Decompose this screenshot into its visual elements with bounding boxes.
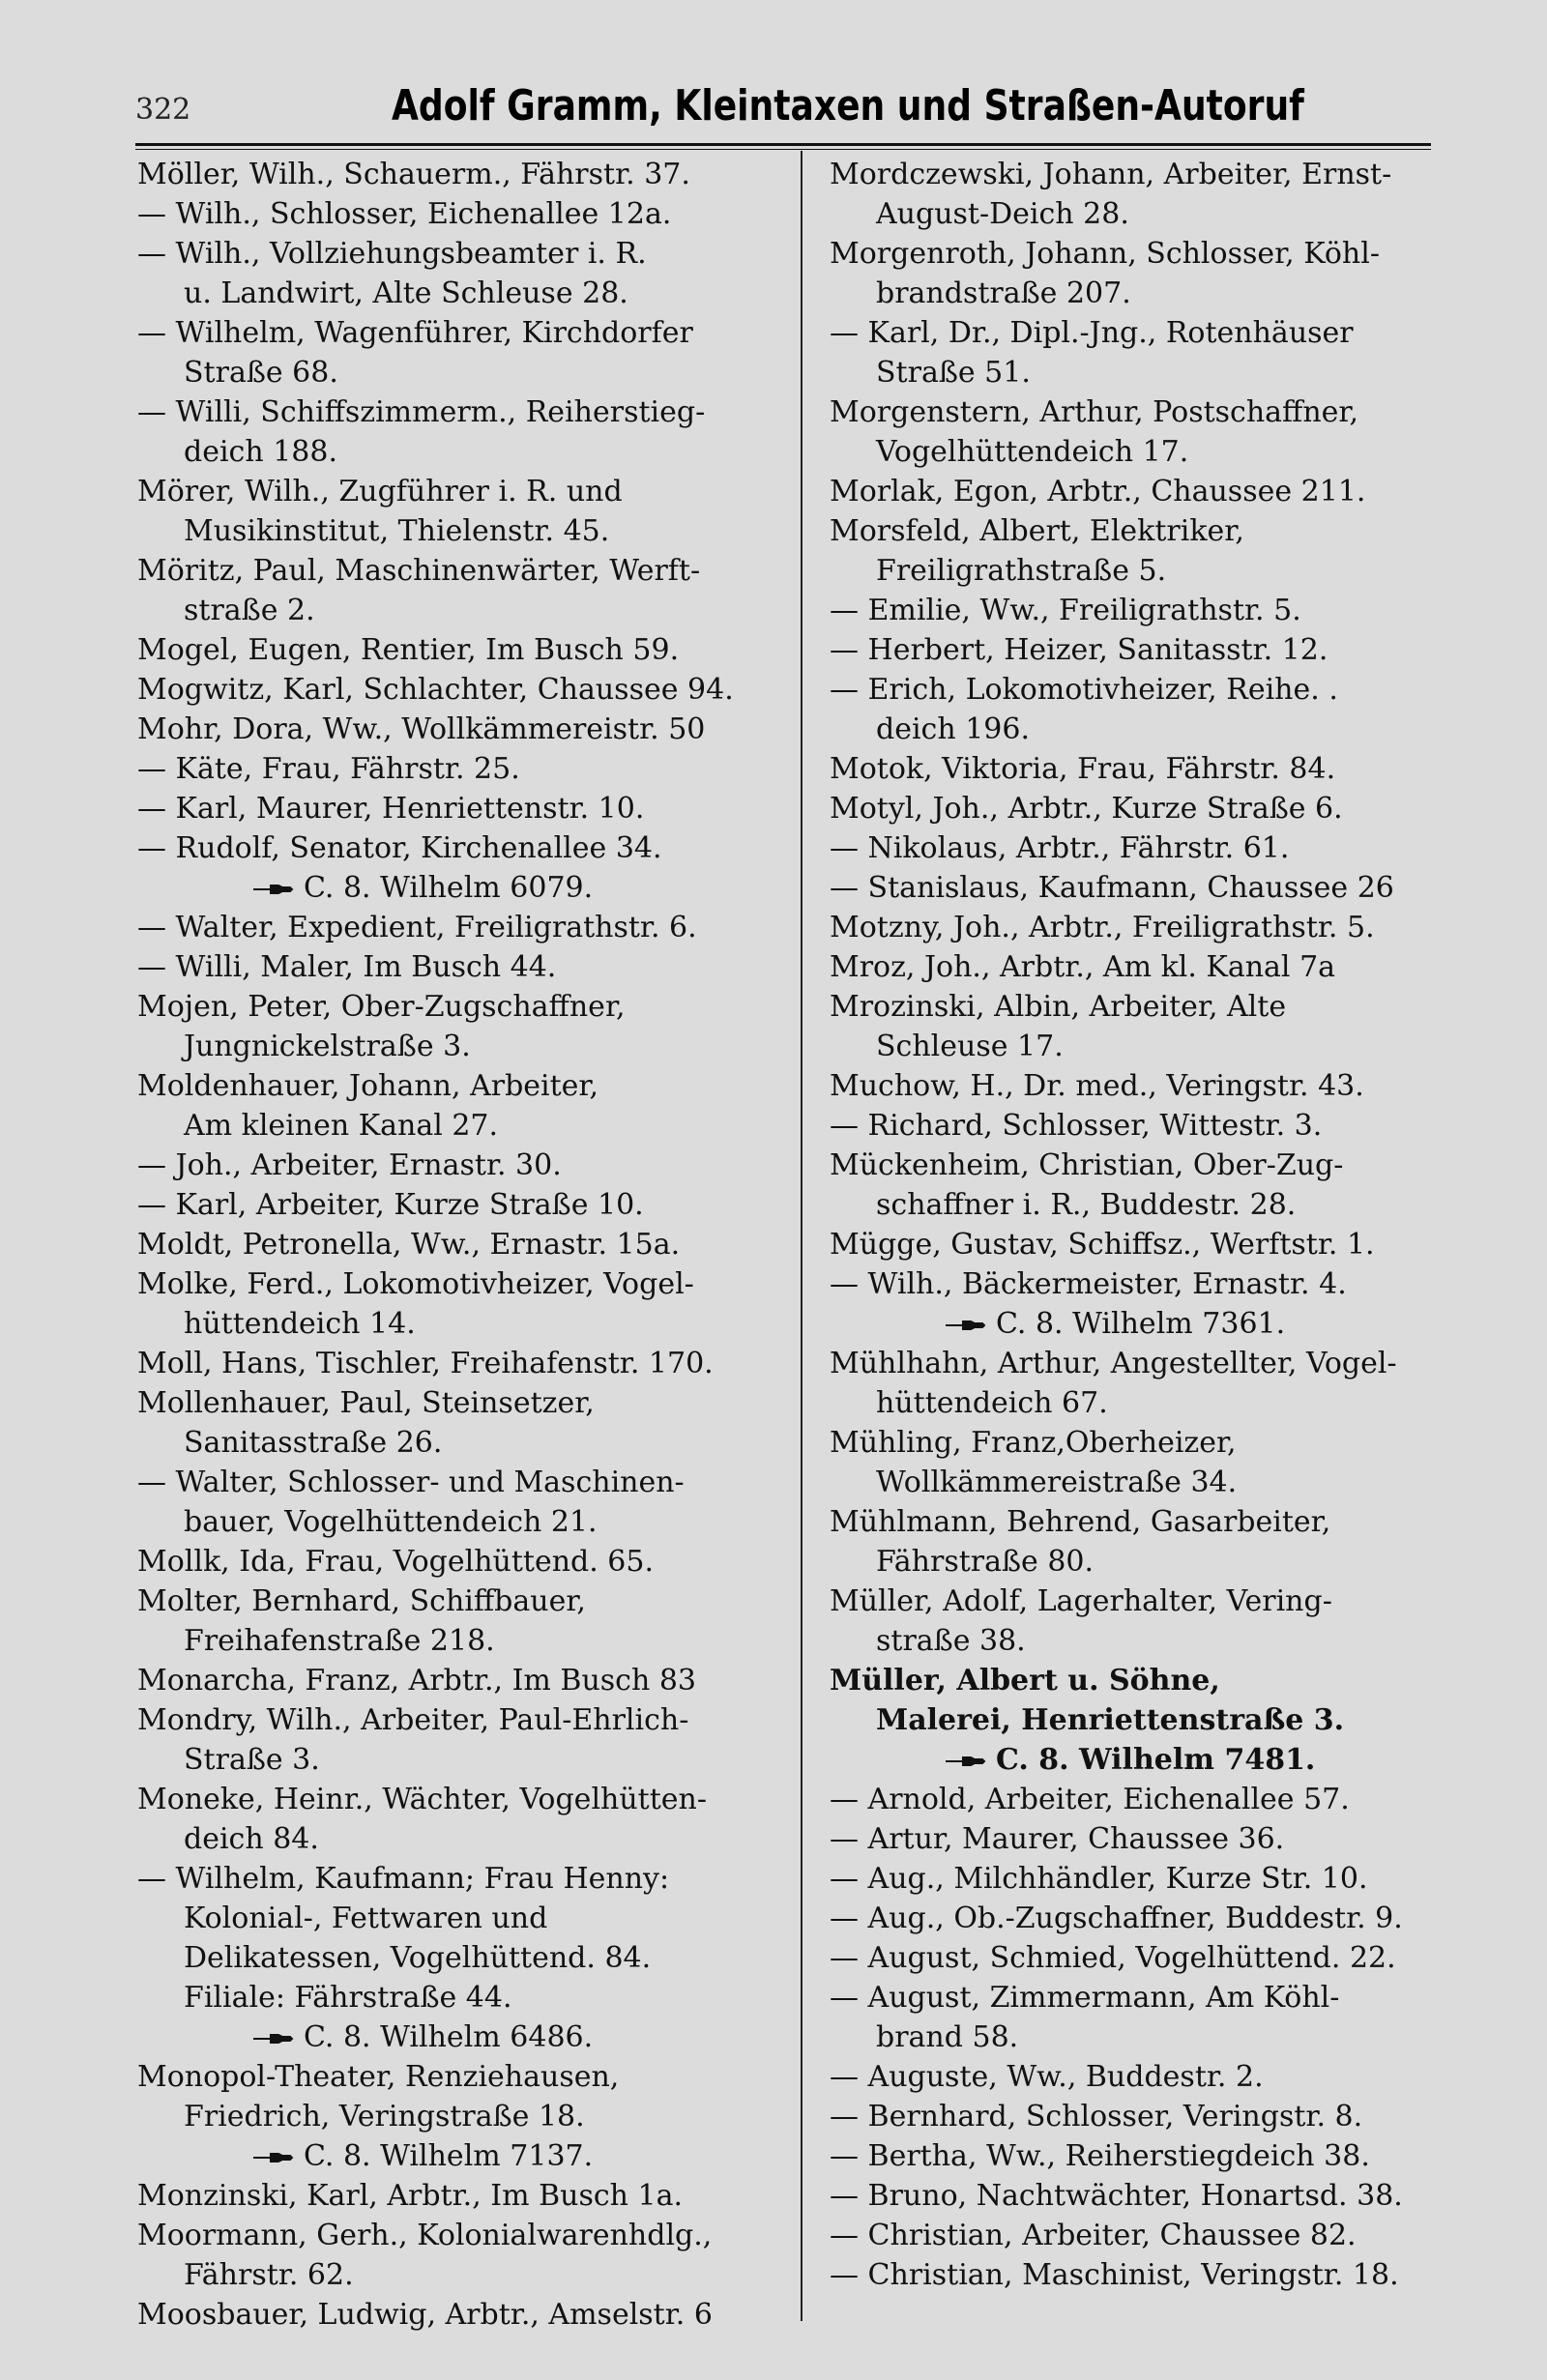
directory-entry — [830, 749, 1448, 789]
entry-name-line: — August, Schmied, Vogelhüttend. 22. — [830, 1941, 1396, 1975]
left-column — [137, 155, 795, 2335]
entry-continuation-line: Malerei, Henriettenstraße 3. — [876, 1703, 1345, 1737]
entry-name-line: Motok, Viktoria, Frau, Fährstr. 84. — [830, 752, 1336, 786]
entry-name-line: — Rudolf, Senator, Kirchenallee 34. — [137, 831, 662, 865]
directory-entry — [137, 987, 795, 1066]
directory-entry — [137, 313, 795, 392]
entry-continuation-line: Jungnickelstraße 3. — [184, 1030, 471, 1063]
entry-continuation-line: hüttendeich 67. — [876, 1386, 1108, 1420]
directory-entry — [830, 1819, 1448, 1859]
entry-name-line: — August, Zimmermann, Am Köhl- — [830, 1981, 1340, 2015]
directory-entry — [137, 551, 795, 630]
directory-entry — [137, 1780, 795, 1859]
directory-entry — [137, 1185, 795, 1225]
entry-name-line: Mügge, Gustav, Schiffsz., Werftstr. 1. — [830, 1228, 1375, 1262]
directory-entry — [137, 1146, 795, 1185]
entry-name-line: Muchow, H., Dr. med., Veringstr. 43. — [830, 1069, 1364, 1103]
entry-continuation-line: u. Landwirt, Alte Schleuse 28. — [184, 276, 628, 310]
entry-name-line: Mohr, Dora, Ww., Wollkämmereistr. 50 — [137, 712, 706, 746]
telephone-hand-icon — [944, 1319, 986, 1332]
entry-name-line: Morlak, Egon, Arbtr., Chaussee 211. — [830, 475, 1366, 508]
entry-continuation-line: hüttendeich 14. — [184, 1307, 416, 1341]
entry-continuation-line: Freihafenstraße 218. — [184, 1624, 495, 1658]
directory-entry — [830, 987, 1448, 1066]
entry-continuation-line: Fährstraße 80. — [876, 1545, 1095, 1579]
entry-continuation-line: Schleuse 17. — [876, 1030, 1064, 1063]
entry-name-line: Müller, Adolf, Lagerhalter, Vering- — [830, 1584, 1332, 1618]
directory-entry — [830, 1146, 1448, 1225]
entry-name-line: Mörer, Wilh., Zugführer i. R. und — [137, 475, 623, 508]
telephone-hand-icon — [251, 2151, 294, 2164]
page-title: Adolf Gramm, Kleintaxen und Straßen-Autoruf — [392, 81, 1304, 131]
entry-name-line: — Aug., Ob.-Zugschaffner, Buddestr. 9. — [830, 1901, 1403, 1935]
entry-name-line: Molter, Bernhard, Schiffbauer, — [137, 1584, 586, 1618]
directory-entry — [137, 1264, 795, 1344]
entry-name-line: — Willi, Schiffszimmerm., Reiherstieg- — [137, 395, 706, 429]
directory-entry — [830, 1780, 1448, 1819]
header-rule — [135, 143, 1431, 146]
directory-entry — [830, 2097, 1448, 2136]
directory-entry — [137, 2057, 795, 2176]
directory-entry — [830, 1423, 1448, 1502]
entry-name-line: Morgenstern, Arthur, Postschaffner, — [830, 395, 1359, 429]
entry-continuation-line: brandstraße 207. — [876, 276, 1131, 310]
entry-continuation-line: Straße 3. — [184, 1743, 320, 1777]
entry-name-line: Morsfeld, Albert, Elektriker, — [830, 514, 1244, 548]
entry-continuation-line: Fährstr. 62. — [184, 2258, 354, 2292]
directory-entry — [137, 194, 795, 234]
entry-name-line: Moosbauer, Ludwig, Arbtr., Amselstr. 6 — [137, 2298, 713, 2332]
entry-name-line: — Richard, Schlosser, Wittestr. 3. — [830, 1109, 1323, 1143]
directory-entry — [137, 2295, 795, 2335]
entry-name-line: — Wilh., Vollziehungsbeamter i. R. — [137, 237, 647, 271]
directory-entry — [137, 1700, 795, 1780]
directory-entry — [830, 828, 1448, 868]
entry-name-line: Moll, Hans, Tischler, Freihafenstr. 170. — [137, 1347, 714, 1380]
entry-name-line: Mroz, Joh., Arbtr., Am kl. Kanal 7a — [830, 950, 1336, 984]
entry-name-line: Mrozinski, Albin, Arbeiter, Alte — [830, 990, 1287, 1024]
page-header — [135, 77, 1431, 145]
directory-entry — [830, 392, 1448, 472]
directory-entry — [830, 947, 1448, 987]
directory-entry — [137, 1859, 795, 2057]
entry-name-line: — Wilh., Bäckermeister, Ernastr. 4. — [830, 1267, 1347, 1301]
directory-entry — [137, 1225, 795, 1264]
entry-name-line: — Artur, Maurer, Chaussee 36. — [830, 1822, 1285, 1856]
entry-name-line: — Wilh., Schlosser, Eichenallee 12a. — [137, 197, 672, 231]
entry-name-line: Monarcha, Franz, Arbtr., Im Busch 83 — [137, 1664, 696, 1698]
directory-entry — [137, 1383, 795, 1463]
directory-entry — [137, 1542, 795, 1582]
entry-continuation-line: Friedrich, Veringstraße 18. — [184, 2100, 585, 2133]
directory-entry — [830, 908, 1448, 947]
entry-name-line: — Christian, Maschinist, Veringstr. 18. — [830, 2258, 1399, 2292]
directory-entry — [137, 472, 795, 551]
telephone-number: C. 8. Wilhelm 6486. — [304, 2020, 594, 2054]
entry-continuation-line: Freiligrathstraße 5. — [876, 554, 1167, 588]
directory-entry — [830, 670, 1448, 749]
directory-entry — [137, 630, 795, 670]
directory-entry — [830, 1106, 1448, 1146]
directory-entry — [830, 1344, 1448, 1423]
entry-continuation-line: Straße 51. — [876, 356, 1031, 390]
directory-entry — [830, 1938, 1448, 1978]
entry-name-line: Moneke, Heinr., Wächter, Vogelhütten- — [137, 1783, 707, 1816]
directory-entry — [830, 1225, 1448, 1264]
entry-name-line: Mühling, Franz,Oberheizer, — [830, 1426, 1237, 1460]
entry-name-line: — Bertha, Ww., Reiherstiegdeich 38. — [830, 2139, 1370, 2173]
directory-entry — [830, 2216, 1448, 2255]
telephone-line — [830, 1304, 1448, 1344]
directory-entry — [830, 630, 1448, 670]
entry-name-line: Motzny, Joh., Arbtr., Freiligrathstr. 5. — [830, 911, 1375, 944]
entry-name-line: Morgenroth, Johann, Schlosser, Köhl- — [830, 237, 1380, 271]
entry-continuation-line: schaffner i. R., Buddestr. 28. — [876, 1188, 1297, 1222]
directory-entry — [137, 2176, 795, 2216]
directory-entry — [137, 1344, 795, 1383]
directory-entry — [137, 749, 795, 789]
page-number: 322 — [135, 93, 191, 127]
right-column — [830, 155, 1448, 2295]
entry-continuation-line: straße 38. — [876, 1624, 1026, 1658]
entry-continuation-line: deich 196. — [876, 712, 1031, 746]
header-rule-thin — [135, 149, 1431, 150]
entry-name-line: — Christian, Arbeiter, Chaussee 82. — [830, 2219, 1357, 2252]
directory-entry — [830, 1859, 1448, 1899]
directory-entry — [830, 789, 1448, 828]
directory-entry — [830, 1264, 1448, 1344]
entry-name-line: — Stanislaus, Kaufmann, Chaussee 26 — [830, 871, 1394, 905]
entry-name-line: — Willi, Maler, Im Busch 44. — [137, 950, 557, 984]
entry-name-line: Mühlmann, Behrend, Gasarbeiter, — [830, 1505, 1331, 1539]
directory-entry — [830, 155, 1448, 234]
entry-name-line: Moldenhauer, Johann, Arbeiter, — [137, 1069, 599, 1103]
entry-name-line: Mückenheim, Christian, Ober-Zug- — [830, 1148, 1344, 1182]
entry-name-line: Mojen, Peter, Ober-Zugschaffner, — [137, 990, 626, 1024]
entry-name-line: Moormann, Gerh., Kolonialwarenhdlg., — [137, 2219, 713, 2252]
telephone-line — [137, 868, 795, 908]
directory-entry — [830, 472, 1448, 511]
entry-name-line: Monopol-Theater, Renziehausen, — [137, 2060, 620, 2094]
directory-entry — [137, 908, 795, 947]
column-divider — [801, 151, 803, 2321]
entry-name-line: — Herbert, Heizer, Sanitasstr. 12. — [830, 633, 1328, 667]
directory-entry — [830, 868, 1448, 908]
directory-entry — [137, 710, 795, 749]
telephone-number: C. 8. Wilhelm 7361. — [996, 1307, 1286, 1341]
entry-name-line: — Karl, Dr., Dipl.-Jng., Rotenhäuser — [830, 316, 1354, 350]
entry-name-line: — Walter, Expedient, Freiligrathstr. 6. — [137, 911, 697, 944]
directory-entry — [137, 1066, 795, 1146]
directory-entry — [830, 591, 1448, 630]
entry-name-line: — Walter, Schlosser- und Maschinen- — [137, 1466, 685, 1499]
telephone-hand-icon — [944, 1755, 986, 1768]
entry-name-line: Müller, Albert u. Söhne, — [830, 1664, 1220, 1698]
telephone-line — [137, 2017, 795, 2057]
entry-name-line: Mollenhauer, Paul, Steinsetzer, — [137, 1386, 595, 1420]
directory-entry — [137, 947, 795, 987]
directory-entry — [830, 511, 1448, 591]
entry-name-line: Mogwitz, Karl, Schlachter, Chaussee 94. — [137, 673, 734, 707]
directory-entry — [137, 234, 795, 313]
entry-continuation-line: deich 188. — [184, 435, 338, 469]
directory-entry — [137, 1582, 795, 1661]
telephone-hand-icon — [251, 2032, 294, 2046]
directory-entry — [830, 2057, 1448, 2097]
directory-entry — [830, 1502, 1448, 1582]
entry-continuation-line: Musikinstitut, Thielenstr. 45. — [184, 514, 610, 548]
entry-continuation-line: bauer, Vogelhüttendeich 21. — [184, 1505, 598, 1539]
telephone-line — [137, 2136, 795, 2176]
entry-name-line: — Auguste, Ww., Buddestr. 2. — [830, 2060, 1264, 2094]
entry-name-line: Motyl, Joh., Arbtr., Kurze Straße 6. — [830, 792, 1343, 826]
directory-entry — [830, 234, 1448, 313]
directory-entry — [137, 828, 795, 908]
directory-entry — [830, 1582, 1448, 1661]
entry-name-line: — Nikolaus, Arbtr., Fährstr. 61. — [830, 831, 1290, 865]
telephone-line — [830, 1740, 1448, 1780]
entry-name-line: — Arnold, Arbeiter, Eichenallee 57. — [830, 1783, 1350, 1816]
telephone-hand-icon — [251, 883, 294, 896]
directory-entry — [830, 1066, 1448, 1106]
entry-name-line: Möritz, Paul, Maschinenwärter, Werft- — [137, 554, 701, 588]
directory-entry — [830, 2255, 1448, 2295]
entry-name-line: Monzinski, Karl, Arbtr., Im Busch 1a. — [137, 2179, 684, 2213]
directory-entry — [137, 155, 795, 194]
directory-entry — [830, 1661, 1448, 1780]
entry-name-line: — Karl, Arbeiter, Kurze Straße 10. — [137, 1188, 644, 1222]
directory-entry — [137, 1463, 795, 1542]
entry-continuation-line: August-Deich 28. — [876, 197, 1129, 231]
entry-name-line: Möller, Wilh., Schauerm., Fährstr. 37. — [137, 158, 690, 191]
entry-name-line: — Wilhelm, Wagenführer, Kirchdorfer — [137, 316, 693, 350]
telephone-number: C. 8. Wilhelm 6079. — [304, 871, 594, 905]
directory-entry — [137, 2216, 795, 2295]
entry-name-line: — Erich, Lokomotivheizer, Reihe. . — [830, 673, 1338, 707]
entry-name-line: Mogel, Eugen, Rentier, Im Busch 59. — [137, 633, 680, 667]
entry-name-line: Molke, Ferd., Lokomotivheizer, Vogel- — [137, 1267, 694, 1301]
entry-continuation-line: brand 58. — [876, 2020, 1019, 2054]
entry-name-line: — Aug., Milchhändler, Kurze Str. 10. — [830, 1862, 1368, 1896]
entry-continuation-line: deich 84. — [184, 1822, 319, 1856]
entry-continuation-line: Delikatessen, Vogelhüttend. 84. — [184, 1941, 652, 1975]
entry-name-line: Mühlhahn, Arthur, Angestellter, Vogel- — [830, 1347, 1397, 1380]
directory-entry — [137, 392, 795, 472]
directory-entry — [830, 2176, 1448, 2216]
directory-entry — [830, 1978, 1448, 2057]
directory-entry — [830, 313, 1448, 392]
entry-continuation-line: Kolonial-, Fettwaren und — [184, 1901, 548, 1935]
entry-continuation-line: Straße 68. — [184, 356, 338, 390]
directory-entry — [830, 1899, 1448, 1938]
directory-entry — [137, 789, 795, 828]
entry-continuation-line: Wollkämmereistraße 34. — [876, 1466, 1238, 1499]
entry-name-line: — Käte, Frau, Fährstr. 25. — [137, 752, 520, 786]
directory-entry — [137, 1661, 795, 1700]
entry-continuation-line: Vogelhüttendeich 17. — [876, 435, 1189, 469]
entry-continuation-line: Filiale: Fährstraße 44. — [184, 1981, 512, 2015]
entry-name-line: — Bruno, Nachtwächter, Honartsd. 38. — [830, 2179, 1403, 2213]
entry-continuation-line: straße 2. — [184, 594, 315, 627]
entry-name-line: Mondry, Wilh., Arbeiter, Paul-Ehrlich- — [137, 1703, 689, 1737]
entry-name-line: — Karl, Maurer, Henriettenstr. 10. — [137, 792, 645, 826]
entry-name-line: — Wilhelm, Kaufmann; Frau Henny: — [137, 1862, 670, 1896]
entry-name-line: — Bernhard, Schlosser, Veringstr. 8. — [830, 2100, 1363, 2133]
entry-name-line: — Emilie, Ww., Freiligrathstr. 5. — [830, 594, 1301, 627]
entry-continuation-line: Sanitasstraße 26. — [184, 1426, 443, 1460]
entry-name-line: — Joh., Arbeiter, Ernastr. 30. — [137, 1148, 562, 1182]
entry-name-line: Mordczewski, Johann, Arbeiter, Ernst- — [830, 158, 1392, 191]
entry-name-line: Moldt, Petronella, Ww., Ernastr. 15a. — [137, 1228, 681, 1262]
entry-name-line: Mollk, Ida, Frau, Vogelhüttend. 65. — [137, 1545, 655, 1579]
directory-entry — [137, 670, 795, 710]
telephone-number: C. 8. Wilhelm 7481. — [996, 1743, 1316, 1777]
directory-entry — [830, 2136, 1448, 2176]
entry-continuation-line: Am kleinen Kanal 27. — [184, 1109, 499, 1143]
telephone-number: C. 8. Wilhelm 7137. — [304, 2139, 594, 2173]
